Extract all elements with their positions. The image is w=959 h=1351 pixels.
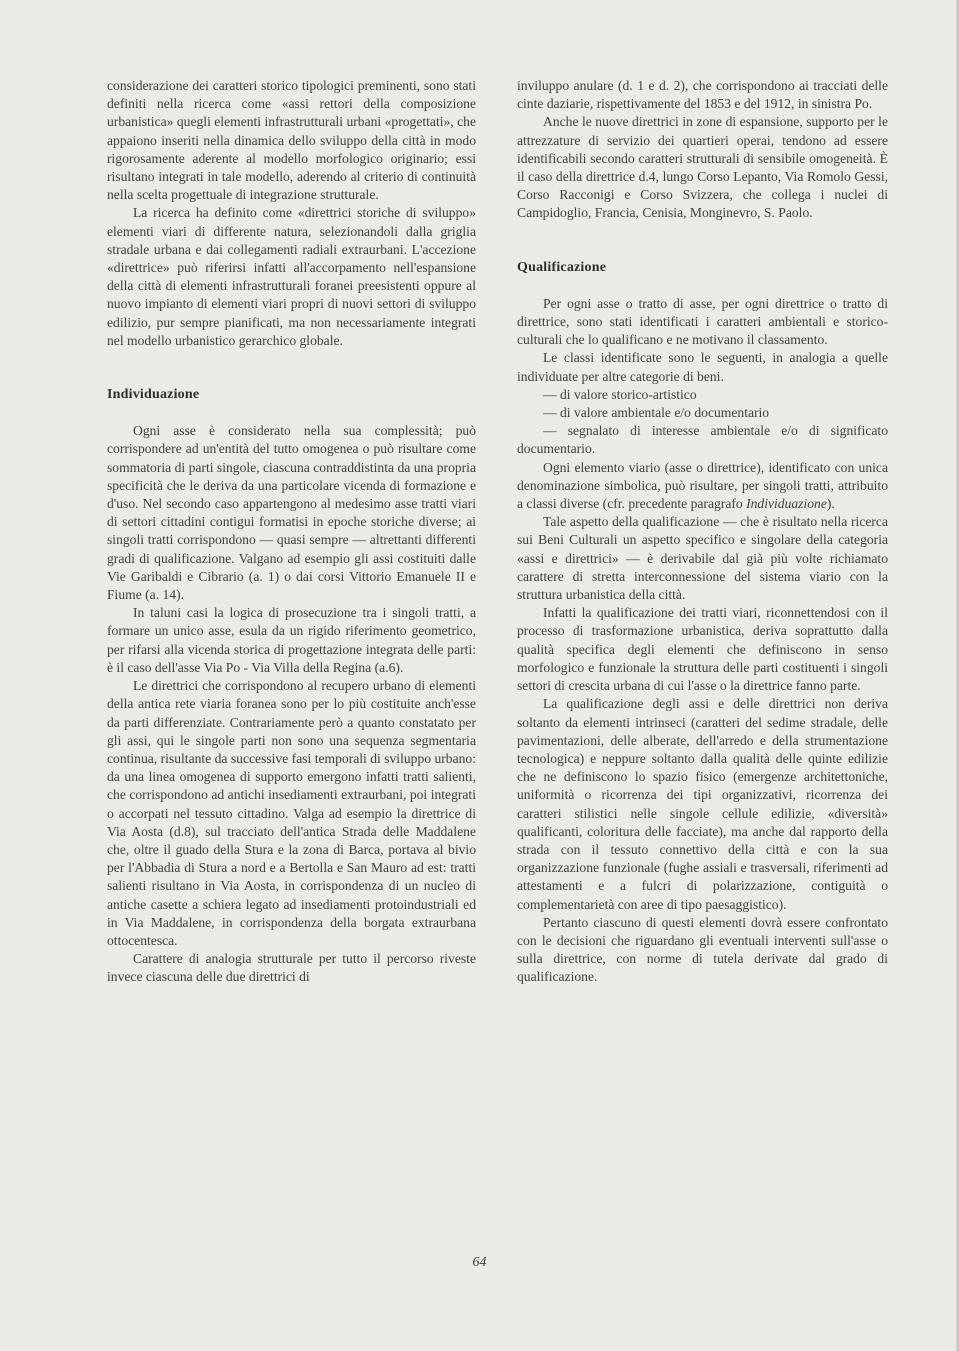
- paragraph: [517, 459, 888, 514]
- italic-reference: Individuazione: [746, 496, 827, 512]
- left-column: [107, 77, 476, 987]
- paragraph: La qualificazione degli assi e delle direttrici non deriva soltanto da elementi intrinseci (caratteri del sedime stradale, delle pavimentazioni, delle alberate, dell'arredo e della strumentazione tecnologica) e neppure soltanto dalla qualità delle quinte edilizie che ne definiscono lo spazio fisico (emergenze architettoniche, uniformità o ricorrenza dei tipi organizzativi, ricorrenza dei caratteri stilistici nelle singole cellule edilizie, «diversità» qualificanti, coloritura delle facciate), ma anche dal rapporto della strada con il tessuto connettivo della città e con la sua organizzazione funzionale (fughe assiali e trasversali, riferimenti ad attestamenti e a fulcri di polarizzazione, contiguità o complementarietà con aree di tipo paesaggistico).: [517, 696, 888, 912]
- list-item: — di valore ambientale e/o documentario: [543, 405, 770, 421]
- paragraph: La ricerca ha definito come «direttrici storiche di sviluppo» elementi viari di differente natura, selezionandoli dalla griglia stradale urbana e dai collegamenti radiali extraurbani. L'accezione «direttrice» può riferirsi infatti all'accorpamento nell'espansione della città di elementi infrastrutturali foranei preesistenti oppure al nuovo impianto di elementi viari propri di nuovi settori di sviluppo edilizio, pur sempre pianificati, ma non necessariamente integrati nel modello urbanistico gerarchico globale.: [107, 205, 476, 348]
- paragraph: Le direttrici che corrispondono al recupero urbano di elementi della antica rete viaria foranea sono per lo più costituite anch'esse da parti differenziate. Contrariamente però a quanto constatato per gli assi, qui le singole parti non sono una sequenza segmentaria continua, risultante da successive fasi temporali di sviluppo urbano: da una linea omogenea di supporto emergono infatti tratti salienti, che corrispondono ad antichi insediamenti extraurbani, poi integrati o accorpati nel tessuto cittadino. Valga ad esempio la direttrice di Via Aosta (d.8), sul tracciato dell'antica Strada delle Maddalene che, oltre il guado della Stura e la zona di Barca, portava al bivio per l'Abbadia di Stura a nord e a Bertolla e San Mauro ad est: tratti salienti risultano in Via Aosta, in corrispondenza di un nucleo di antiche casette a schiera legato ad insediamenti protoindustriali ed in Via Maddalene, in corrispondenza della borgata extraurbana ottocentesca.: [107, 678, 476, 948]
- paragraph: Infatti la qualificazione dei tratti viari, riconnettendosi con il processo di trasformazione urbanistica, deriva soprattutto dalla qualità specifica degli elementi che definiscono in senso morfologico e funzionale la struttura delle parti costituenti i singoli settori di crescita urbana di cui l'asse o la direttrice fanno parte.: [517, 605, 888, 694]
- paragraph: Pertanto ciascuno di questi elementi dovrà essere confrontato con le decisioni che riguardano gli eventuali interventi sull'asse o sulla direttrice, con norme di tutela derivate dal grado di qualificazione.: [517, 914, 888, 985]
- paragraph: Per ogni asse o tratto di asse, per ogni direttrice o tratto di direttrice, sono stati identificati i caratteri ambientali e storico-culturali che lo qualificano e ne motivano il classamento.: [517, 295, 888, 348]
- paragraph: Ogni asse è considerato nella sua complessità; può corrispondere ad un'entità del tutto omogenea o può risultare come sommatoria di parti singole, ciascuna contraddistinta da una propria specificità che le deriva da una particolare vicenda di formazione e d'uso. Nel secondo caso appartengono al medesimo asse tratti viari di settori cittadini contigui formatisi in epoche storiche diverse; ai singoli tratti corrispondono — quasi sempre — altrettanti differenti gradi di qualificazione. Valgano ad esempio gli assi costituiti dalle Vie Garibaldi e Cibrario (a. 1) o dai corsi Vittorio Emanuele II e Fiume (a. 14).: [107, 423, 476, 603]
- page-number: 64: [472, 1255, 487, 1270]
- paragraph: Anche le nuove direttrici in zone di espansione, supporto per le attrezzature di servizio dei quartieri operai, tendono ad essere identificabili secondo caratteri strutturali di sensibile omogeneità. È il caso della direttrice d.4, lungo Corso Lepanto, Via Romolo Gessi, Corso Racconigi e Corso Svizzera, che collega i nuclei di Campidoglio, Francia, Cenisia, Monginevro, S. Paolo.: [517, 114, 888, 221]
- paragraph-text-end: ).: [826, 496, 835, 512]
- paragraph: Carattere di analogia strutturale per tutto il percorso riveste invece ciascuna delle due direttrici di: [107, 951, 476, 985]
- paragraph: Le classi identificate sono le seguenti, in analogia a quelle individuate per altre categorie di beni.: [517, 350, 888, 384]
- paragraph: inviluppo anulare (d. 1 e d. 2), che corrispondono ai tracciati delle cinte daziarie, rispettivamente del 1853 e del 1912, in sinistra Po.: [517, 78, 888, 112]
- paragraph-text: Ogni elemento viario (asse o direttrice), identificato con unica denominazione simbolica, può risultare, per singoli tratti, attribuito a classi diverse (cfr. precedente paragrafo: [517, 459, 888, 512]
- list-item: — segnalato di interesse ambientale e/o di significato documentario.: [517, 423, 888, 457]
- paragraph: considerazione dei caratteri storico tipologici preminenti, sono stati definiti nella ricerca come «assi rettori della composizione urbanistica» quegli elementi infrastrutturali urbani «progettati», che appaiono inseriti nella dinamica dello sviluppo della città in modo rigorosamente aderente al modello morfologico originario; essi risultano integrati in tale modello, aderendo al criterio di continuità nella scelta progettuale di integrazione strutturale.: [107, 78, 476, 203]
- section-heading-individuazione: Individuazione: [107, 387, 200, 403]
- list-item: — di valore storico-artistico: [543, 386, 697, 402]
- paragraph: In taluni casi la logica di prosecuzione tra i singoli tratti, a formare un unico asse, esula da un rigido riferimento geometrico, per rifarsi alla vicenda storica di progettazione integrata delle parti: è il caso dell'asse Via Po - Via Villa della Regina (a.6).: [107, 605, 476, 675]
- section-heading-qualificazione: Qualificazione: [517, 259, 607, 275]
- paragraph: Tale aspetto della qualificazione — che è risultato nella ricerca sui Beni Culturali un aspetto specifico e singolare della categoria «assi e direttrici» — è derivabile dal già più volte richiamato carattere di stretta interconnessione del sistema viario con la struttura urbanistica della città.: [517, 514, 888, 603]
- right-column: [517, 77, 888, 987]
